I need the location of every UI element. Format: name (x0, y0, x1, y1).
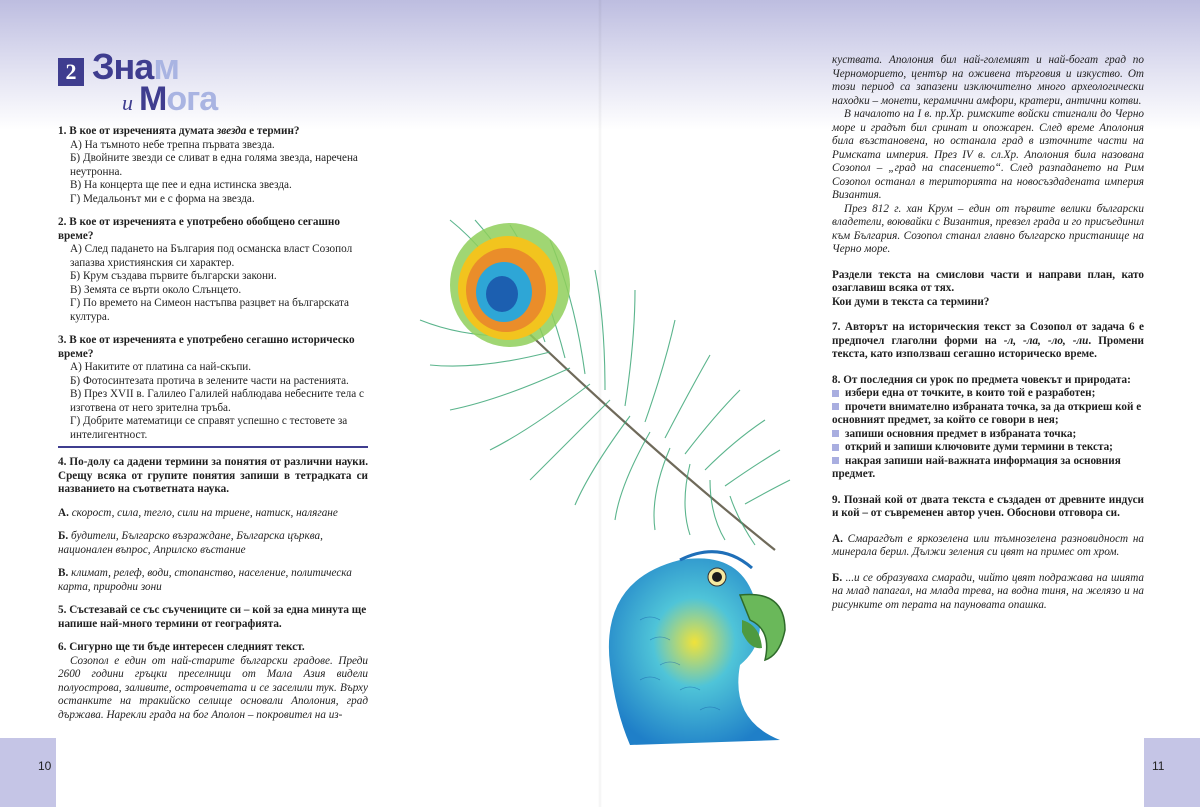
group-label: Б. (58, 530, 69, 542)
sozopol-text: Созопол е един от най-старите български градове. Преди 2600 години гръцки преселници от Мала Азия видели полуострова, заливите, островчетата и се заселили тук. Върху останките на тракийско селище основали Аполония, град държава. Нарекли града на бог Аполон – покровител на из- (58, 654, 368, 721)
question-8-head: 8. От последния си урок по предмета човекът и природата: (832, 373, 1131, 386)
group-label: В. (58, 567, 69, 579)
bullet-item (832, 441, 1144, 455)
question-5 (58, 604, 368, 631)
text-b-body: ...и се образуваха смаради, чийто цвят подражава на шията на млад папагал, на млада трева, на водна тиня, на желязо и на рисунките от перата на пауновата опашка. (832, 571, 1145, 611)
sozopol-text-paragraph: В началото на I в. пр.Хр. римските войски стигнали до Черно море и градът бил сринат и опожарен. След време Аполония била възстановена, но останала град в източните части на Римската империя. През IV в. сл.Хр. Аполония била назована Созопол – „град на спасението“. След разпадането на Рим Созопол останал в територията на новосъздадената империя Византия. (832, 108, 1144, 201)
question-4-head: 4. По-долу са дадени термини за понятия от различни науки. Срещу всяка от групите понятия запиши в тетрадката си названието на съответната наука. (58, 456, 368, 495)
option: В) През XVII в. Галилео Галилей наблюдава небесните тела с изготвена от него зрителна тръба. (70, 388, 364, 414)
question-2-head: 2. В кое от изреченията е употребено обобщено сегашно време? (58, 216, 340, 242)
bullet-text: запиши основния предмет в избраната точка; (845, 427, 1077, 440)
option: А) На тъмното небе трепна първата звезда. (70, 138, 275, 151)
text-a-body: Смарагдът е яркозелена или тъмнозелена разновидност на минерала берил. Дължи зеления си цвят на примес от хром. (832, 532, 1144, 558)
bullet-item (832, 455, 1144, 482)
question-6-head: 6. Сигурно ще ти бъде интересен следният текст. (58, 641, 305, 653)
question-2 (58, 216, 368, 324)
bullet-text: прочети внимателно избраната точка, за да откриеш кой е основният предмет, за който се говори в нея; (832, 400, 1142, 426)
page-number-text: 10 (38, 759, 52, 773)
option: Г) Добрите математици се справят успешно с тестовете за интелигентност. (70, 415, 348, 441)
option: Г) Медальонът ми е с форма на звезда. (70, 192, 255, 205)
left-column (58, 125, 368, 732)
bullet-square-icon (832, 390, 839, 397)
bullet-item (832, 387, 1144, 401)
text-a (832, 533, 1144, 560)
term-group (58, 507, 368, 521)
text-b-label: Б. (832, 571, 843, 584)
option: Б) Фотосинтезата протича в зелените части на растенията. (70, 374, 349, 387)
question-8 (832, 374, 1144, 482)
sozopol-text-paragraph: През 812 г. хан Крум – един от първите велики български владетели, воювайки с Византия, превзел града и го присъединил към България. Созопол станал главно българско пристанище на Черно море. (832, 202, 1144, 255)
bullet-square-icon (832, 457, 839, 464)
page-number-left (0, 738, 56, 807)
task-terms: Кои думи в текста са термини? (832, 295, 990, 308)
title-line-2 (122, 80, 217, 119)
parrot-head (609, 552, 785, 745)
text-a-label: А. (832, 532, 843, 545)
question-5-head: 5. Състезавай се със съучениците си – кой за една минута ще напише най-много термини от географията. (58, 604, 367, 630)
title-word-part-light: м (153, 46, 179, 87)
option: Б) Крум създава първите български закони. (70, 270, 277, 282)
option: В) На концерта ще пее и една истинска звезда. (70, 179, 292, 191)
question-3 (58, 334, 368, 442)
question-1-head: 1. В кое от изреченията думата звезда е термин? (58, 125, 300, 137)
bullet-item (832, 401, 1144, 428)
term-group (58, 530, 368, 557)
group-text: скорост, сила, тегло, сили на триене, натиск, налягане (71, 506, 338, 519)
question-3-head: 3. В кое от изреченията е употребено сегашно историческо време? (58, 334, 355, 360)
option: В) Земята се върти около Слънцето. (70, 283, 242, 296)
lesson-number: 2 (58, 58, 84, 86)
bullet-text: накрая запиши най-важната информация за основния предмет. (832, 454, 1121, 480)
term-group (58, 567, 368, 594)
question-1 (58, 125, 368, 206)
group-text: будители, Българско възраждане, Българска църква, национален въпрос, Априлско въстание (58, 530, 323, 556)
bullet-text: избери една от точките, в които той е разработен; (845, 387, 1096, 399)
page-number-right (1144, 738, 1200, 807)
option: Г) По времето на Симеон настъпва разцвет на българската култура. (70, 297, 349, 323)
option: А) Накитите от платина са най-скъпи. (70, 361, 252, 373)
bullet-square-icon (832, 403, 839, 410)
question-7: 7. Авторът на историческия текст за Созопол от задача 6 е предпочел глаголни форми на -л, -ла, -ло, -ли. Промени текста, като използваш сегашно историческо време. (832, 321, 1144, 360)
option: Б) Двойните звезди се сливат в една голяма звезда, наречена неутронна. (70, 152, 358, 178)
peacock-feather (420, 220, 790, 550)
bullet-square-icon (832, 444, 839, 451)
bullet-square-icon (832, 430, 839, 437)
title-word-part: М (139, 80, 167, 118)
group-label: А. (58, 506, 69, 519)
title-conjunction: и (122, 90, 133, 115)
option: А) След падането на България под османска власт Созопол запазва християнския си характер. (70, 243, 353, 269)
title-word-part: Зна (92, 46, 154, 87)
sozopol-text-continued: куствата. Аполония бил най-големият и най-богат град по Черноморието, център на оживена търговия и изкуство. От този период са запазени изключително много археологически находки – монети, керамични амфори, кратери, антични котви. (832, 54, 1144, 107)
group-text: климат, релеф, води, стопанство, население, политическа карта, природни зони (58, 567, 352, 593)
question-4 (58, 456, 368, 497)
question-6 (58, 641, 368, 722)
bullet-text: открий и запиши ключовите думи термини в текста; (845, 441, 1113, 453)
text-b (832, 572, 1144, 613)
task-plan: Раздели текста на смислови части и направи план, като озаглавиш всяка от тях. (832, 268, 1144, 294)
peacock-feather-and-parrot-illustration (380, 120, 820, 750)
title-word-part-light: ога (166, 80, 218, 118)
page-number-text: 11 (1152, 759, 1165, 773)
right-column (832, 54, 1144, 612)
section-divider (58, 446, 368, 448)
question-9: 9. Познай кой от двата текста е създаден от древните индуси и кой – от съвременен автор учен. Обоснови отговора си. (832, 493, 1144, 519)
bullet-item (832, 428, 1144, 442)
